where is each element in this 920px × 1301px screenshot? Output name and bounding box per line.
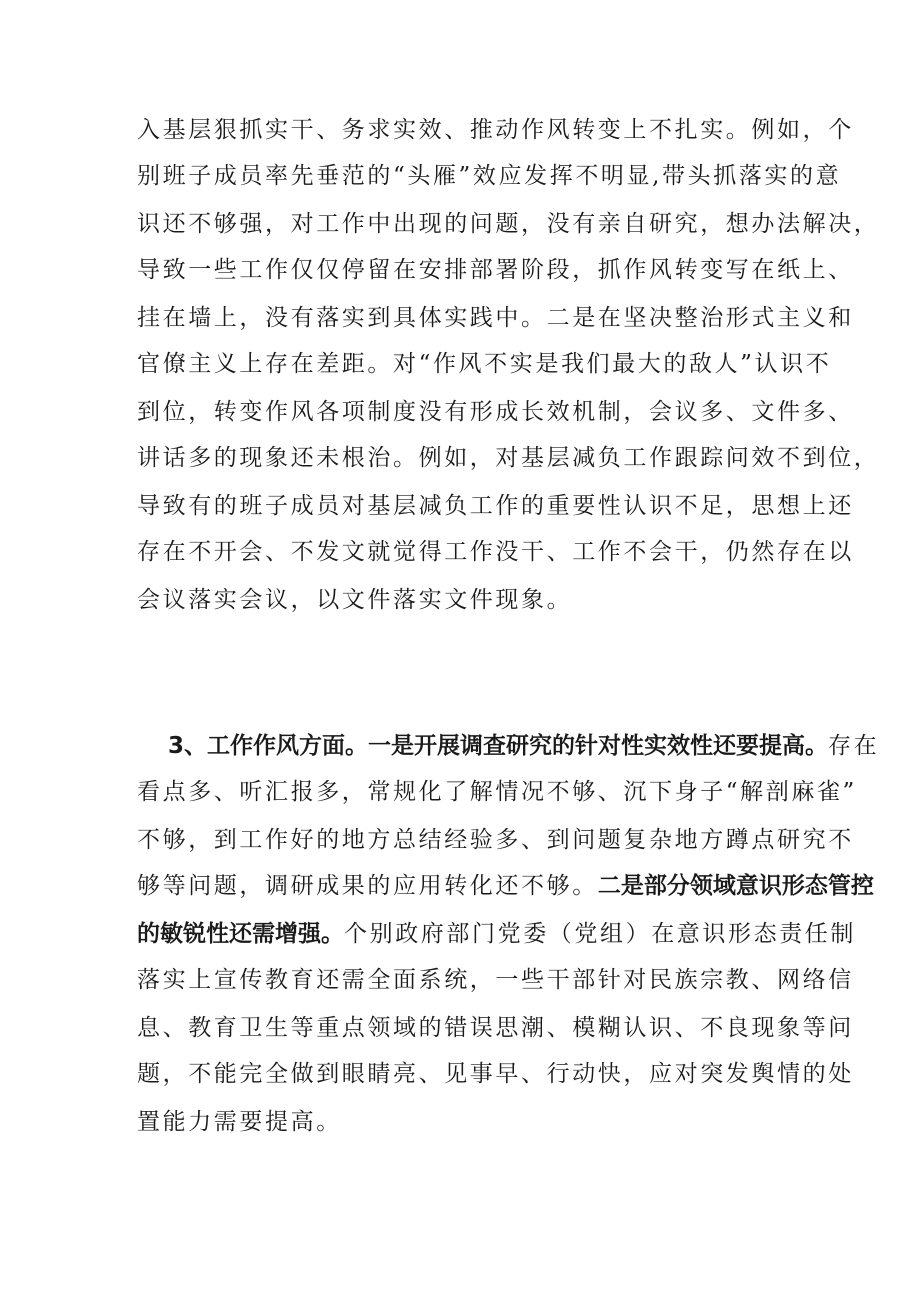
paragraph-line: 导致有的班子成员对基层减负工作的重要性认识不足，思想上还 bbox=[137, 493, 854, 519]
paragraph-line: 别班子成员率先垂范的“头雁”效应发挥不明显,带头抓落实的意 bbox=[137, 163, 842, 189]
paragraph-line: 官僚主义上存在差距。对“作风不实是我们最大的敌人”认识不 bbox=[137, 351, 832, 377]
paragraph-line bbox=[137, 866, 874, 906]
paragraph-line: 不够，到工作好的地方总结经验多、到问题复杂地方蹲点研究不 bbox=[137, 827, 854, 853]
paragraph-line bbox=[168, 726, 880, 766]
paragraph-line: 讲话多的现象还未根治。例如，对基层减负工作跟踪问效不到位， bbox=[137, 445, 880, 471]
paragraph-line: 会议落实会议，以文件落实文件现象。 bbox=[137, 587, 573, 613]
paragraph-line: 存在不开会、不发文就觉得工作没干、工作不会干，仍然存在以 bbox=[137, 539, 854, 565]
paragraph-text: 个别政府部门党委（党组）在意识形态责任制 bbox=[344, 921, 856, 947]
paragraph-text: 存在 bbox=[828, 733, 880, 759]
paragraph-line: 看点多、听汇报多，常规化了解情况不够、沉下身子“解剖麻雀” bbox=[137, 779, 857, 805]
paragraph-line: 题，不能完全做到眼睛亮、见事早、行动快，应对突发舆情的处 bbox=[137, 1061, 854, 1087]
paragraph-line bbox=[137, 914, 856, 954]
paragraph-line: 到位，转变作风各项制度没有形成长效机制，会议多、文件多、 bbox=[137, 399, 854, 425]
paragraph-line: 导致一些工作仅仅停留在安排部署阶段，抓作风转变写在纸上、 bbox=[137, 257, 854, 283]
paragraph-text: 够等问题，调研成果的应用转化还不够。 bbox=[137, 873, 598, 899]
section-heading: 3、工作作风方面。一是开展调查研究的针对性实效性还要提高。 bbox=[168, 733, 829, 759]
paragraph-line: 置能力需要提高。 bbox=[137, 1109, 342, 1135]
paragraph-line: 挂在墙上，没有落实到具体实践中。二是在坚决整治形式主义和 bbox=[137, 305, 854, 331]
bold-point: 二是部分领域意识形态管控 bbox=[597, 873, 874, 899]
paragraph-line: 息、教育卫生等重点领域的错误思潮、模糊认识、不良现象等问 bbox=[137, 1015, 854, 1041]
paragraph-line: 识还不够强，对工作中出现的问题，没有亲自研究，想办法解决， bbox=[137, 211, 880, 237]
paragraph-line: 入基层狠抓实干、务求实效、推动作风转变上不扎实。例如，个 bbox=[137, 117, 854, 143]
bold-point: 的敏锐性还需增强。 bbox=[137, 921, 344, 947]
paragraph-line: 落实上宣传教育还需全面系统，一些干部针对民族宗教、网络信 bbox=[137, 967, 854, 993]
